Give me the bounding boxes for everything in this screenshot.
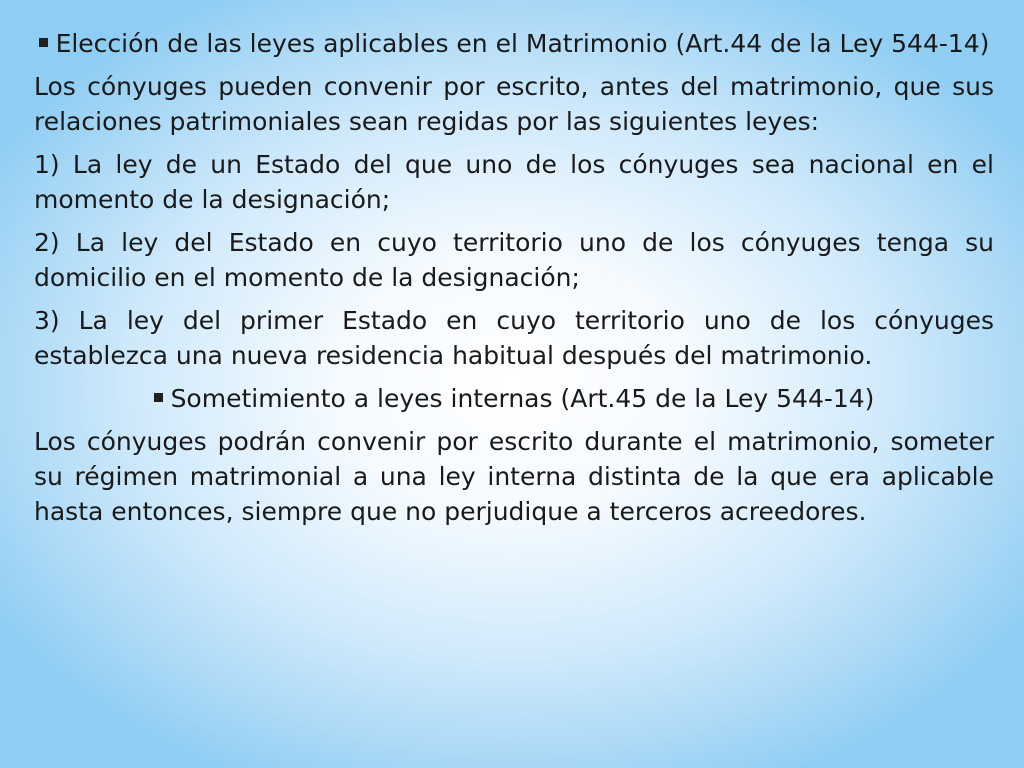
heading-text: Elección de las leyes aplicables en el Matrimonio (Art.44 de la Ley 544-14) — [55, 29, 990, 58]
body-paragraph: Los cónyuges podrán convenir por escrito durante el matrimonio, someter su régimen matrimonial a una ley interna distinta de la que era aplicable hasta entonces, siempre que no perjudique a terceros acreedores. — [34, 427, 994, 526]
slide-content — [34, 26, 994, 746]
section-heading-sometimiento — [34, 381, 994, 416]
square-bullet-icon — [154, 393, 163, 402]
intro-paragraph: Los cónyuges pueden convenir por escrito, antes del matrimonio, que sus relaciones patrimoniales sean regidas por las siguientes leyes: — [34, 72, 994, 136]
section-heading-eleccion — [34, 26, 994, 61]
list-item-1: 1) La ley de un Estado del que uno de los cónyuges sea nacional en el momento de la designación; — [34, 150, 994, 214]
list-item-3: 3) La ley del primer Estado en cuyo territorio uno de los cónyuges establezca una nueva residencia habitual después del matrimonio. — [34, 306, 994, 370]
square-bullet-icon — [39, 38, 48, 47]
list-item-2: 2) La ley del Estado en cuyo territorio uno de los cónyuges tenga su domicilio en el momento de la designación; — [34, 228, 994, 292]
heading-text: Sometimiento a leyes internas (Art.45 de la Ley 544-14) — [170, 384, 875, 413]
